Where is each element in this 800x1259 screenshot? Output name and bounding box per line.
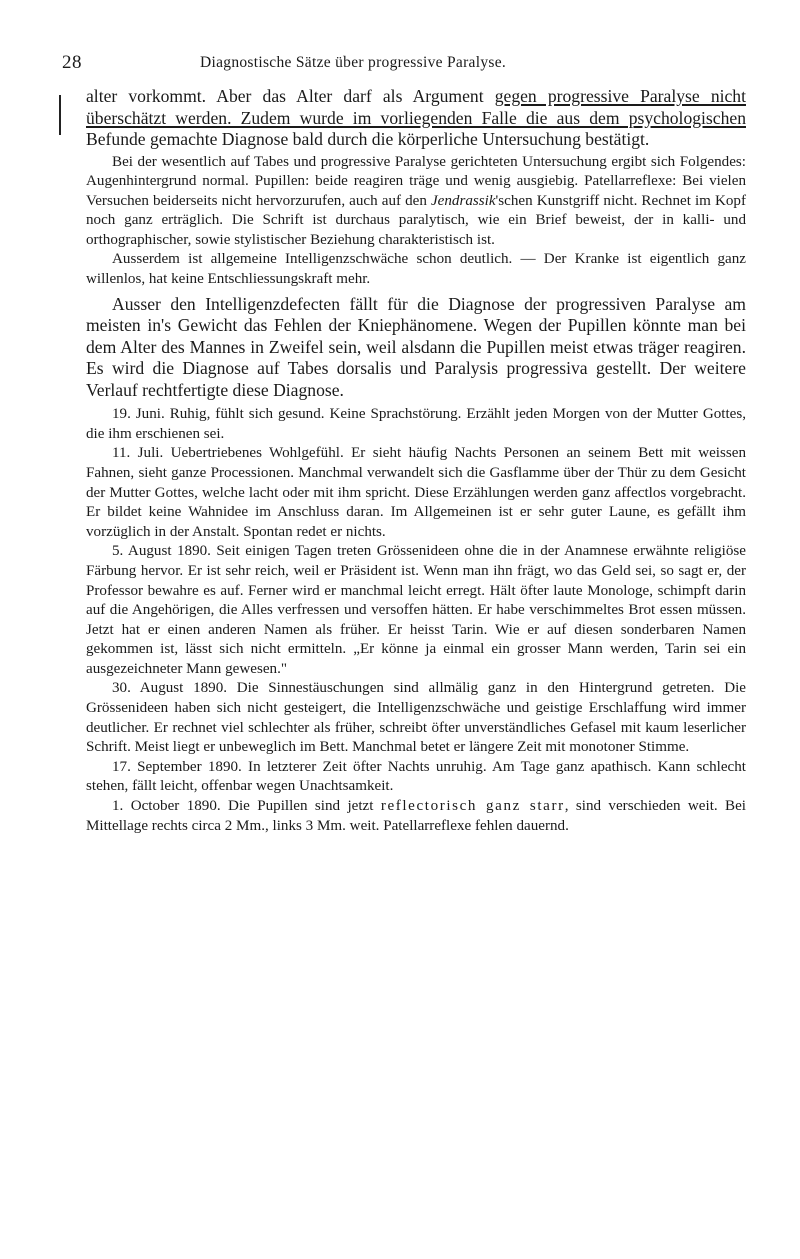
entry-19-juni: 19. Juni. Ruhig, fühlt sich gesund. Keine Sprachstörung. Erzählt jeden Morgen von der Mutter Gottes, die ihm erschienen sei. [86, 406, 746, 442]
paragraph-2-end: 'schen Kunstgriff nicht. Rechnet im Kopf noch ganz erträglich. Die Schrift ist durchaus paralytisch, wie ein Brief beweist, der in kalli- und orthographischer, sowie stylistischer Beziehung charakteristisch ist. [86, 192, 747, 248]
paragraph-1-start: alter vorkommt. Aber das Alter darf als Argument [86, 86, 495, 106]
paragraph-1 [86, 86, 746, 151]
entry-5-august: 5. August 1890. Seit einigen Tagen treten Grössenideen ohne die in der Anamnese erwähnte religiöse Färbung hervor. Er ist sehr reich, weil er Präsident ist. Wenn man ihn frägt, wo das Geld sei, so sagt er, der Professor bewahre es auf. Ferner wird er manchmal leicht erregt. Hält öfter laute Monologe, schimpft darin auf die Angehörigen, die Alles verfressen und versoffen hätten. Er habe verschimmeltes Brot essen müssen. Jetzt hat er einen anderen Namen als früher. Er heisst Tarin. Wie er auf diesen sonderbaren Namen gekommen ist, lässt sich nicht ermitteln. „Er könne ja einmal ein grosser Mann werden, Tarin sei ein ausgezeichneter Mann gewesen." [86, 543, 746, 677]
spaced-emphasis: reflectorisch ganz starr [380, 798, 565, 815]
paragraph-2-start: Bei der wesentlich auf Tabes und progressive Paralyse gerichteten Untersuchung ergibt sich Folgendes: Augenhintergrund normal. Pupillen: beide reagiren träge und wenig ausgiebig. Patellarreflexe: Bei vielen Versuchen beiderseits nicht hervorzurufen, auch auf den [86, 153, 746, 209]
entry-30-august: 30. August 1890. Die Sinnestäuschungen sind allmälig ganz in den Hintergrund getreten. Die Grössenideen haben sich nicht gesteigert, die Intelligenzschwäche und geistige Erschlaffung wird immer deutlicher. Er rechnet viel schlechter als früher, schreibt öfter unverständliches Gefasel mit kaum leserlicher Schrift. Meist liegt er unbeweglich im Bett. Manchmal betet er längere Zeit mit monotoner Stimme. [86, 680, 746, 756]
running-title: Diagnostische Sätze über progressive Paralyse. [200, 54, 507, 71]
entry-1-october-end: , sind verschieden weit. Bei Mittellage rechts circa 2 Mm., links 3 Mm. weit. Patellarreflexe fehlen dauernd. [86, 798, 746, 834]
paragraph-1-end: Befunde gemachte Diagnose bald durch die körperliche Untersuchung bestätigt. [86, 129, 650, 149]
running-head [62, 52, 742, 74]
paragraph-4: Ausser den Intelligenzdefecten fällt für die Diagnose der progressiven Paralyse am meisten in's Gewicht das Fehlen der Kniephänomene. Wegen der Pupillen könnte man bei dem Alter des Mannes in Zweifel sein, weil alsdann die Pupillen meist etwas träger reagiren. Es wird die Diagnose auf Tabes dorsalis und Paralysis progressiva gestellt. Der weitere Verlauf rechtfertigte diese Diagnose. [86, 293, 746, 400]
entry-17-september: 17. September 1890. In letzterer Zeit öfter Nachts unruhig. Am Tage ganz apathisch. Kann schlecht stehen, fällt leicht, offenbar wegen Unachtsamkeit. [86, 758, 746, 795]
page-number: 28 [62, 52, 82, 73]
entry-1-october [86, 797, 746, 836]
paragraph-3: Ausserdem ist allgemeine Intelligenzschwäche schon deutlich. — Der Kranke ist eigentlich ganz willenlos, hat keine Entschliessungskraft mehr. [86, 251, 746, 288]
margin-mark [59, 95, 61, 135]
name-jendrassik: Jendrassik [430, 192, 496, 209]
paragraph-2 [86, 153, 746, 251]
entry-1-october-start: 1. October 1890. Die Pupillen sind jetzt [112, 798, 381, 815]
entry-11-juli: 11. Juli. Uebertriebenes Wohlgefühl. Er sieht häufig Nachts Personen an seinem Bett mit weissen Fahnen, sieht ganze Processionen. Manchmal verwandelt sich die Gasflamme über der Thür zu dem Gesicht der Mutter Gottes, welche lacht oder mit ihm spricht. Diese Erzählungen werden ganz affectlos vorgebracht. Er bildet keine Wahnidee im Anschluss daran. Im Allgemeinen ist er sehr guter Laune, es gefällt ihm vorzüglich in der Anstalt. Spontan redet er nichts. [86, 445, 746, 540]
underlined-passage: gegen progressive Paralyse nicht überschätzt werden. Zudem wurde im vorliegenden Falle die aus dem psychologischen [86, 86, 746, 128]
body-text [86, 86, 746, 836]
